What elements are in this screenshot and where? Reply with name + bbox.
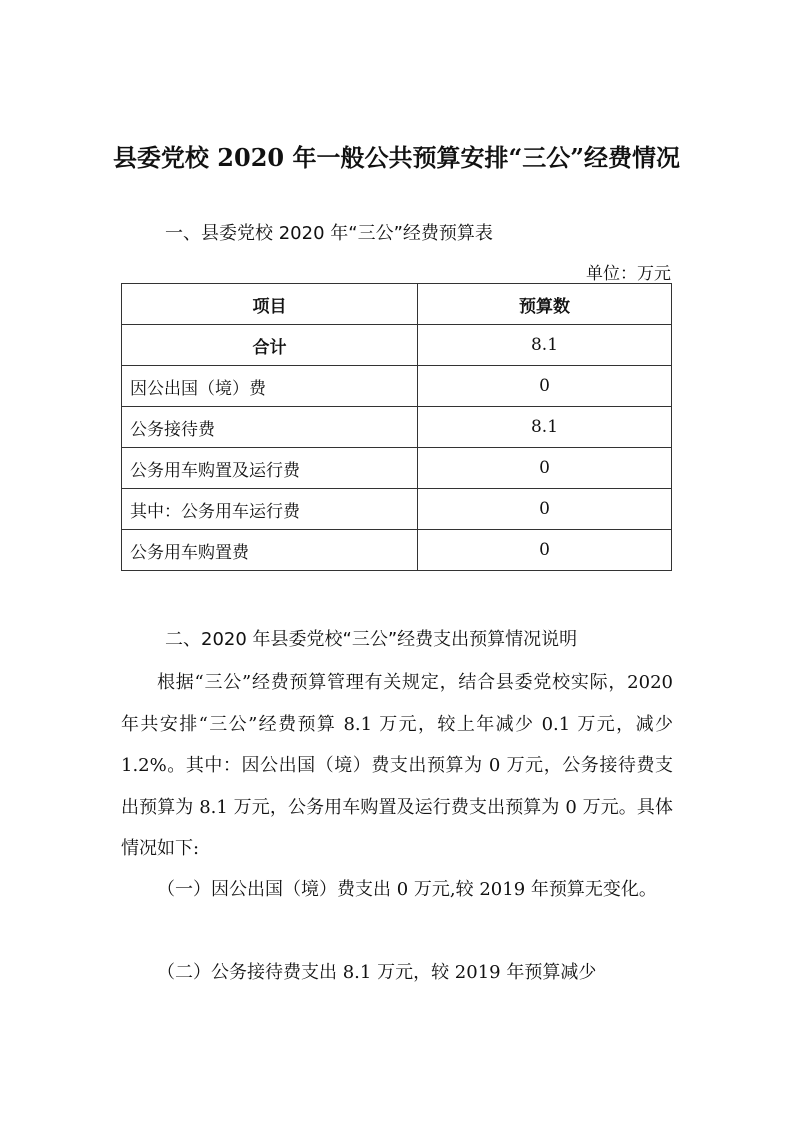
column-header-amount: 预算数 (418, 284, 672, 325)
section1-heading: 一、县委党校 2020 年“三公”经费预算表 (165, 223, 493, 244)
document-title: 县委党校 2020 年一般公共预算安排“三公”经费情况 (112, 143, 681, 172)
body-paragraph: 根据“三公”经费预算管理有关规定，结合县委党校实际，2020 年共安排“三公”经费预算 8.1 万元，较上年减少 0.1 万元，减少 1.2%。其中：因公出国（境）费支出预算为 0 万元，公务接待费支出预算为 8.1 万元，公务用车购置及运行费支出预算为 0 万元。具体情况如下: (121, 672, 673, 859)
body-paragraph: （一）因公出国（境）费支出 0 万元,较 2019 年预算无变化。 (157, 879, 657, 900)
table-row (122, 530, 672, 571)
column-header-item: 项目 (122, 284, 418, 325)
table-header-row (122, 284, 672, 325)
table-cell-label: 公务接待费 (122, 407, 418, 448)
unit-label: 单位：万元 (586, 264, 671, 284)
table-row (122, 448, 672, 489)
section2-heading: 二、2020 年县委党校“三公”经费支出预算情况说明 (165, 629, 578, 650)
budget-table (121, 283, 672, 571)
table-cell-label: 因公出国（境）费 (122, 366, 418, 407)
table-cell-label: 其中：公务用车运行费 (122, 489, 418, 530)
table-cell-value: 8.1 (418, 325, 672, 366)
table-cell-label: 合计 (122, 325, 418, 366)
table-row-total (122, 325, 672, 366)
table-cell-value: 0 (418, 448, 672, 489)
table-cell-value: 8.1 (418, 407, 672, 448)
table-row (122, 407, 672, 448)
table-cell-label: 公务用车购置及运行费 (122, 448, 418, 489)
table-cell-label: 公务用车购置费 (122, 530, 418, 571)
body-paragraph: （二）公务接待费支出 8.1 万元，较 2019 年预算减少 (157, 962, 597, 983)
table-row (122, 489, 672, 530)
table-row (122, 366, 672, 407)
table-cell-value: 0 (418, 366, 672, 407)
table-cell-value: 0 (418, 530, 672, 571)
table-cell-value: 0 (418, 489, 672, 530)
